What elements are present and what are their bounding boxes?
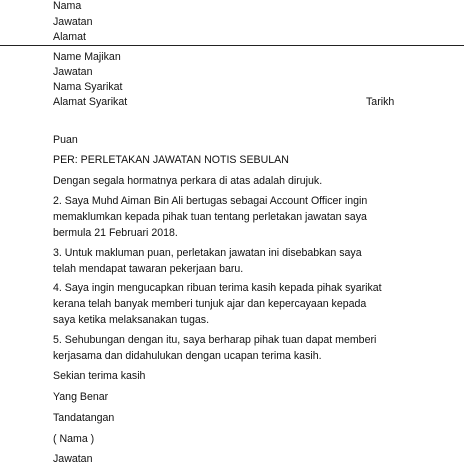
sender-name-label: Nama (53, 0, 82, 12)
sender-position-label: Jawatan (53, 16, 93, 28)
signer-position: Jawatan (53, 453, 93, 465)
paragraph-4-line-2: kerana telah banyak memberi tunjuk ajar dan kepercayaan kepada (53, 298, 367, 310)
sender-address-label: Alamat (53, 31, 86, 43)
paragraph-2-line-3: bermula 21 Februari 2018. (53, 227, 178, 239)
recipient-position: Jawatan (53, 66, 93, 78)
header-divider (0, 45, 464, 46)
signature-label: Tandatangan (53, 412, 115, 424)
closing-thanks: Sekian terima kasih (53, 370, 146, 382)
paragraph-4-line-3: saya ketika melaksanakan tugas. (53, 314, 210, 326)
recipient-company-name: Nama Syarikat (53, 81, 123, 93)
paragraph-4-line-1: 4. Saya ingin mengucapkan ribuan terima kasih kepada pihak syarikat (53, 282, 382, 294)
intro-paragraph: Dengan segala hormatnya perkara di atas adalah dirujuk. (53, 175, 323, 187)
recipient-company-address: Alamat Syarikat (53, 96, 128, 108)
signer-name: ( Nama ) (53, 433, 95, 445)
subject-line: PER: PERLETAKAN JAWATAN NOTIS SEBULAN (53, 154, 289, 166)
paragraph-2-line-1: 2. Saya Muhd Aiman Bin Ali bertugas sebagai Account Officer ingin (53, 195, 368, 207)
paragraph-3-line-2: telah mendapat tawaran pekerjaan baru. (53, 263, 244, 275)
recipient-employer-name: Name Majikan (53, 51, 121, 63)
salutation: Puan (53, 134, 78, 146)
paragraph-2-line-2: memaklumkan kepada pihak tuan tentang perletakan jawatan saya (53, 211, 367, 223)
date-label: Tarikh (366, 96, 395, 108)
paragraph-5-line-1: 5. Sehubungan dengan itu, saya berharap pihak tuan dapat memberi (53, 334, 377, 346)
paragraph-3-line-1: 3. Untuk makluman puan, perletakan jawatan ini disebabkan saya (53, 247, 362, 259)
paragraph-5-line-2: kerjasama dan didahulukan dengan ucapan terima kasih. (53, 350, 322, 362)
closing-yours-truly: Yang Benar (53, 391, 109, 403)
